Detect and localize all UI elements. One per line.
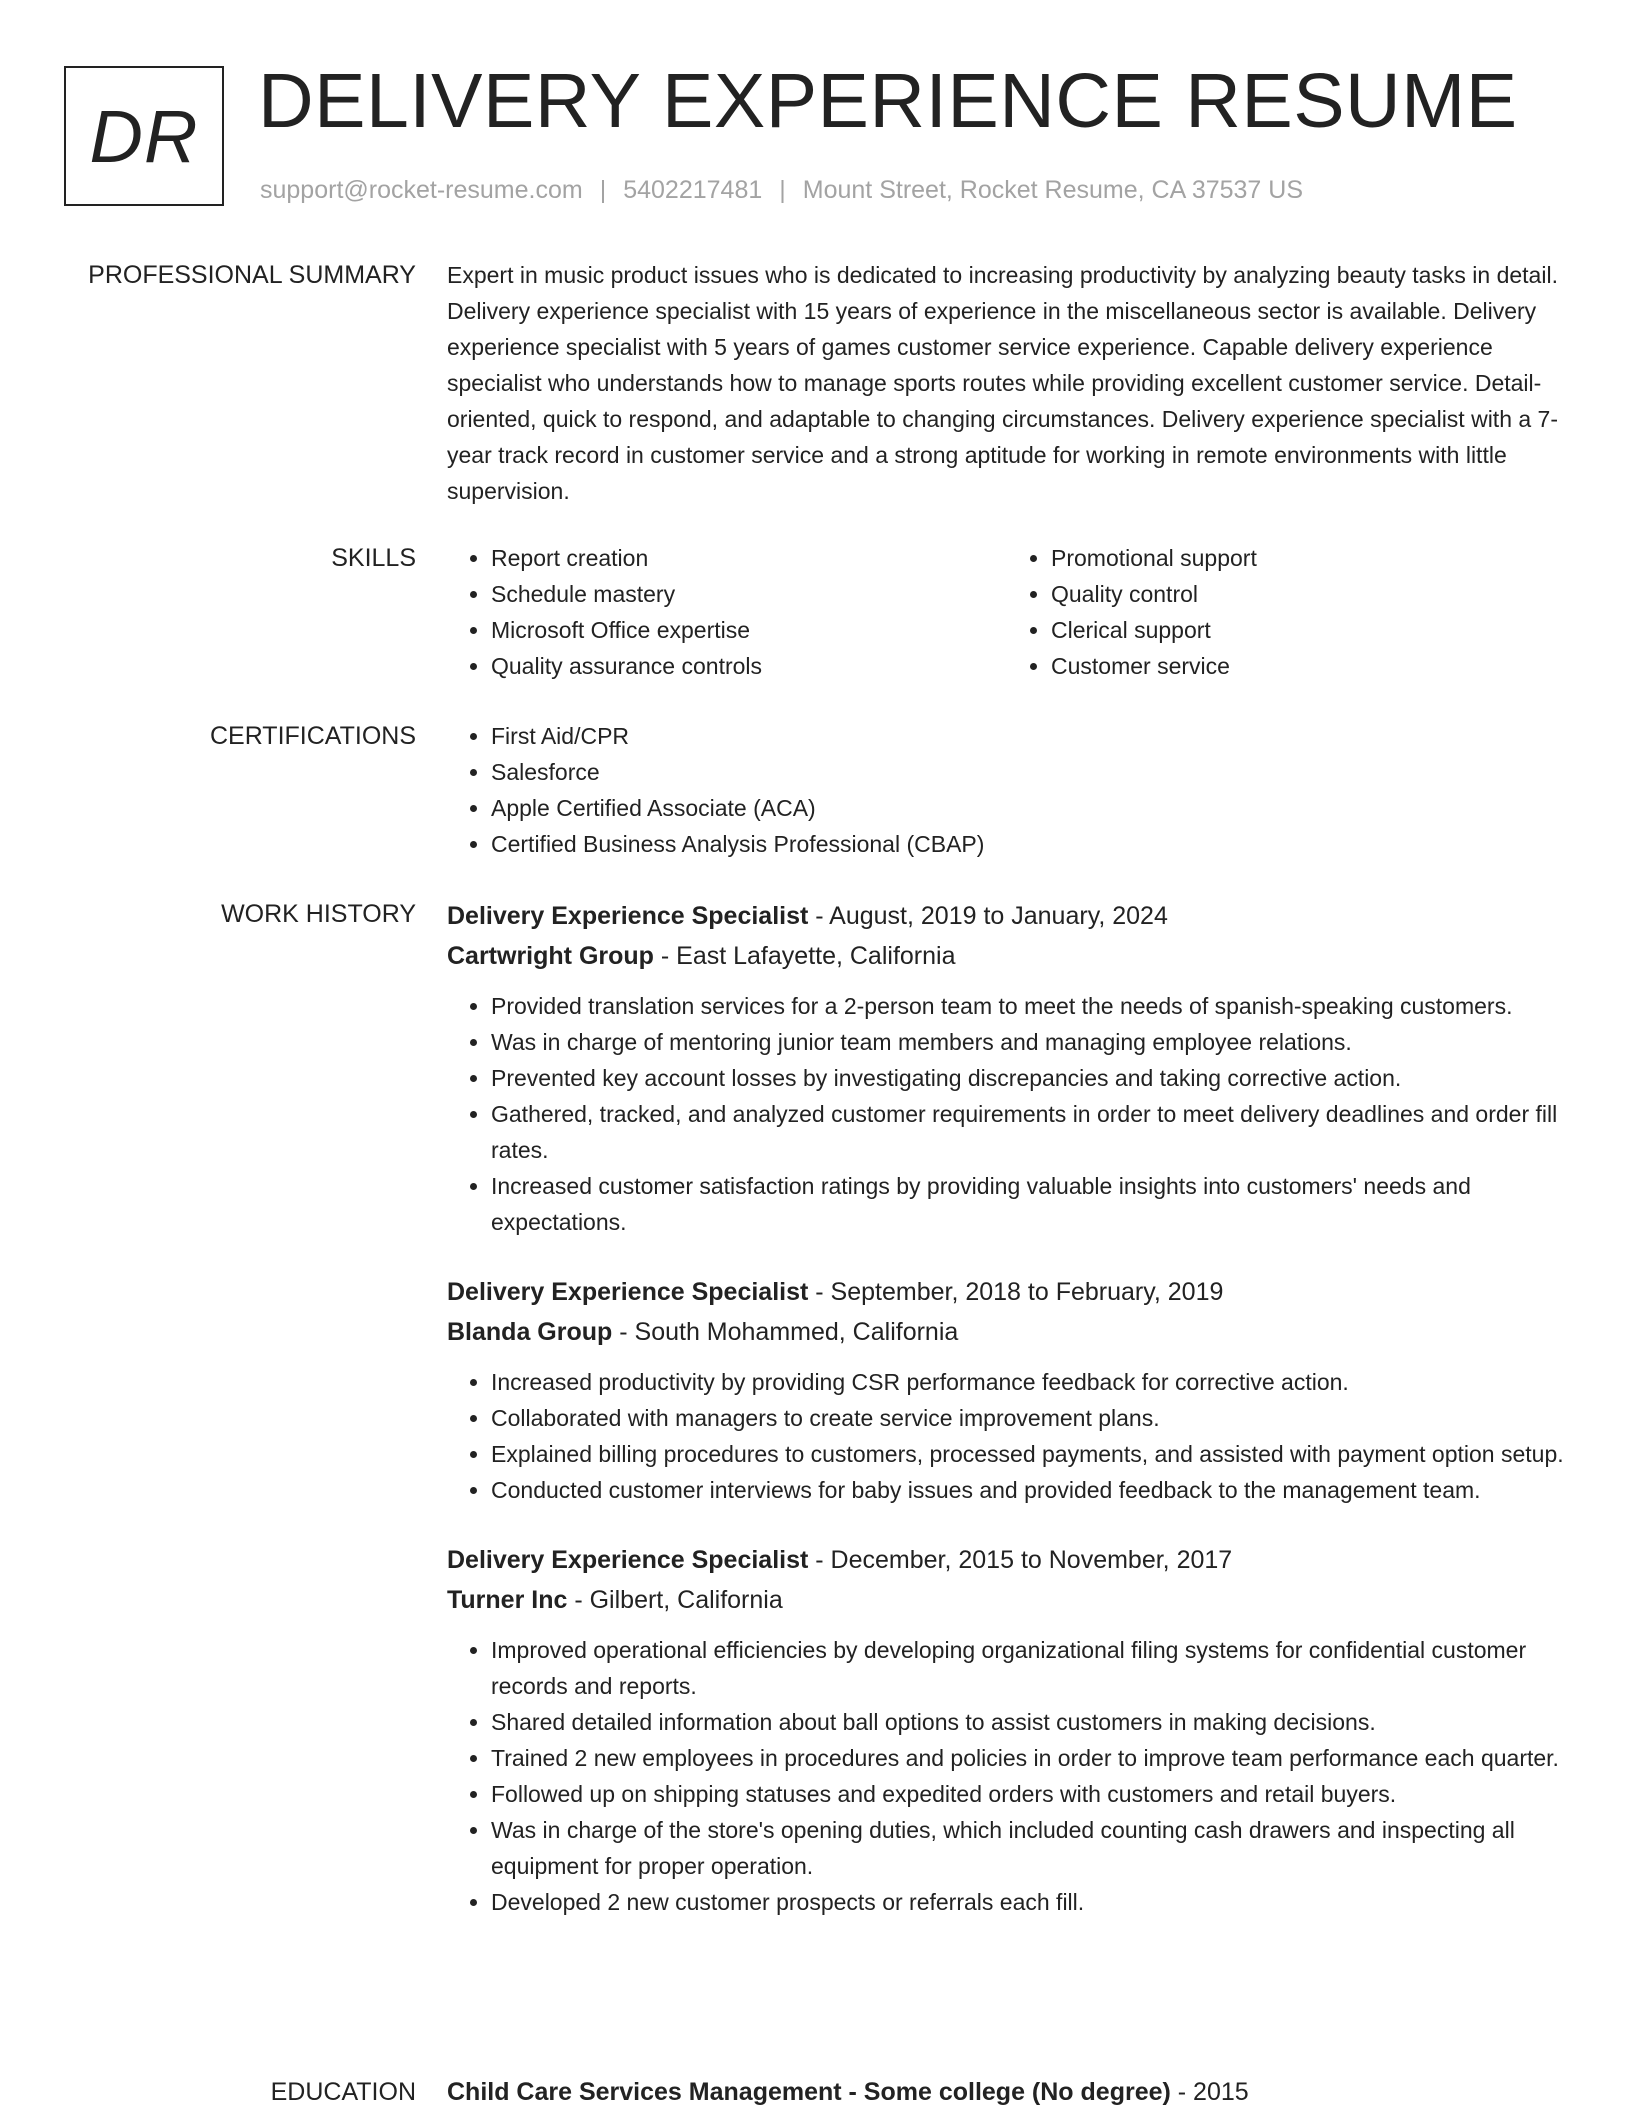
job-bullet: • Provided translation services for a 2-person team to meet the needs of spanish-speaking customers. xyxy=(491,988,1567,1024)
contact-separator: | xyxy=(779,176,786,204)
job-bullet: • Improved operational efficiencies by developing organizational filing systems for confidential customer records and reports. xyxy=(491,1632,1567,1704)
section-label-education: EDUCATION xyxy=(270,2078,416,2106)
education-line: Child Care Services Management - Some college (No degree) - 2015 xyxy=(447,2078,1249,2106)
job-bullet: • Was in charge of mentoring junior team members and managing employee relations. xyxy=(491,1024,1567,1060)
job-bullet: • Increased customer satisfaction ratings by providing valuable insights into customers' needs and expectations. xyxy=(491,1168,1567,1240)
job-title-line: Delivery Experience Specialist - December, 2015 to November, 2017 xyxy=(447,1546,1233,1574)
skills-list-right xyxy=(1007,540,1567,684)
skill-item: • Microsoft Office expertise xyxy=(491,612,1007,648)
job-dates: August, 2019 to January, 2024 xyxy=(829,902,1168,930)
job-title-line: Delivery Experience Specialist - September, 2018 to February, 2019 xyxy=(447,1278,1224,1306)
certifications-list xyxy=(447,718,1567,862)
job-bullets xyxy=(447,988,1567,1240)
job-dates: September, 2018 to February, 2019 xyxy=(830,1278,1224,1306)
job-bullet: • Explained billing procedures to customers, processed payments, and assisted with payment option setup. xyxy=(491,1436,1567,1472)
skill-item: • Quality control xyxy=(1051,576,1567,612)
job-company: Turner Inc xyxy=(447,1586,568,1614)
job-entry xyxy=(447,896,1567,1240)
job-dates: December, 2015 to November, 2017 xyxy=(830,1546,1233,1574)
section-label-skills: SKILLS xyxy=(331,544,416,572)
contact-email[interactable]: support@rocket-resume.com xyxy=(260,176,583,204)
skills-list-left xyxy=(447,540,1007,684)
monogram: DR xyxy=(64,66,224,206)
page-title: DELIVERY EXPERIENCE RESUME xyxy=(258,58,1518,144)
job-bullet: • Collaborated with managers to create service improvement plans. xyxy=(491,1400,1567,1436)
job-company: Blanda Group xyxy=(447,1318,613,1346)
job-location: East Lafayette, California xyxy=(676,942,956,970)
job-bullet: • Conducted customer interviews for baby issues and provided feedback to the management team. xyxy=(491,1472,1567,1508)
job-location: Gilbert, California xyxy=(589,1586,783,1614)
summary-body xyxy=(447,257,1567,509)
skill-item: • Promotional support xyxy=(1051,540,1567,576)
job-role: Delivery Experience Specialist xyxy=(447,902,809,930)
job-company-line: Blanda Group - South Mohammed, California xyxy=(447,1318,959,1346)
certification-item: • First Aid/CPR xyxy=(491,718,1567,754)
job-bullet: • Followed up on shipping statuses and expedited orders with customers and retail buyers. xyxy=(491,1776,1567,1812)
job-bullet: • Trained 2 new employees in procedures and policies in order to improve team performance each quarter. xyxy=(491,1740,1567,1776)
job-company: Cartwright Group xyxy=(447,942,654,970)
skills-columns xyxy=(447,540,1567,684)
education-body xyxy=(447,2074,1567,2110)
education-degree: Child Care Services Management - Some college (No degree) xyxy=(447,2078,1171,2106)
job-title-line: Delivery Experience Specialist - August, 2019 to January, 2024 xyxy=(447,902,1168,930)
certification-item: • Salesforce xyxy=(491,754,1567,790)
contact-phone: 5402217481 xyxy=(623,176,763,204)
skill-item: • Quality assurance controls xyxy=(491,648,1007,684)
job-bullet: • Developed 2 new customer prospects or referrals each fill. xyxy=(491,1884,1567,1920)
job-entry xyxy=(447,1272,1567,1508)
certification-item: • Apple Certified Associate (ACA) xyxy=(491,790,1567,826)
job-company-line: Turner Inc - Gilbert, California xyxy=(447,1586,783,1614)
job-bullet: • Prevented key account losses by investigating discrepancies and taking corrective action. xyxy=(491,1060,1567,1096)
skill-item: • Customer service xyxy=(1051,648,1567,684)
summary-text: Expert in music product issues who is dedicated to increasing productivity by analyzing beauty tasks in detail. Delivery experience specialist with 15 years of experience in the miscellaneous sector is available. Delivery experience specialist with 5 years of games customer service experience. Capable delivery experience specialist who understands how to manage sports routes while providing excellent customer service. Detail-oriented, quick to respond, and adaptable to changing circumstances. Delivery experience specialist with a 7-year track record in customer service and a strong aptitude for working in remote environments with little supervision. xyxy=(447,262,1559,504)
skill-item: • Schedule mastery xyxy=(491,576,1007,612)
job-bullets xyxy=(447,1364,1567,1508)
contact-separator: | xyxy=(599,176,607,204)
job-entry xyxy=(447,1540,1567,1920)
job-location: South Mohammed, California xyxy=(634,1318,959,1346)
job-company-line: Cartwright Group - East Lafayette, California xyxy=(447,942,956,970)
skill-item: • Report creation xyxy=(491,540,1007,576)
certifications-body xyxy=(447,718,1567,862)
education-year: 2015 xyxy=(1193,2078,1249,2106)
contact-address: Mount Street, Rocket Resume, CA 37537 US xyxy=(802,176,1304,204)
job-bullet: • Was in charge of the store's opening duties, which included counting cash drawers and inspecting all equipment for proper operation. xyxy=(491,1812,1567,1884)
job-bullet: • Gathered, tracked, and analyzed customer requirements in order to meet delivery deadlines and order fill rates. xyxy=(491,1096,1567,1168)
job-role: Delivery Experience Specialist xyxy=(447,1546,809,1574)
section-label-work-history: WORK HISTORY xyxy=(221,900,416,928)
job-bullet: • Shared detailed information about ball options to assist customers in making decisions. xyxy=(491,1704,1567,1740)
job-bullet: • Increased productivity by providing CSR performance feedback for corrective action. xyxy=(491,1364,1567,1400)
contact-line xyxy=(260,176,1303,205)
work-history-body xyxy=(447,896,1567,1952)
skill-item: • Clerical support xyxy=(1051,612,1567,648)
section-label-certifications: CERTIFICATIONS xyxy=(209,722,416,750)
certification-item: • Certified Business Analysis Professional (CBAP) xyxy=(491,826,1567,862)
job-bullets xyxy=(447,1632,1567,1920)
job-role: Delivery Experience Specialist xyxy=(447,1278,809,1306)
section-label-summary: PROFESSIONAL SUMMARY xyxy=(88,261,416,289)
